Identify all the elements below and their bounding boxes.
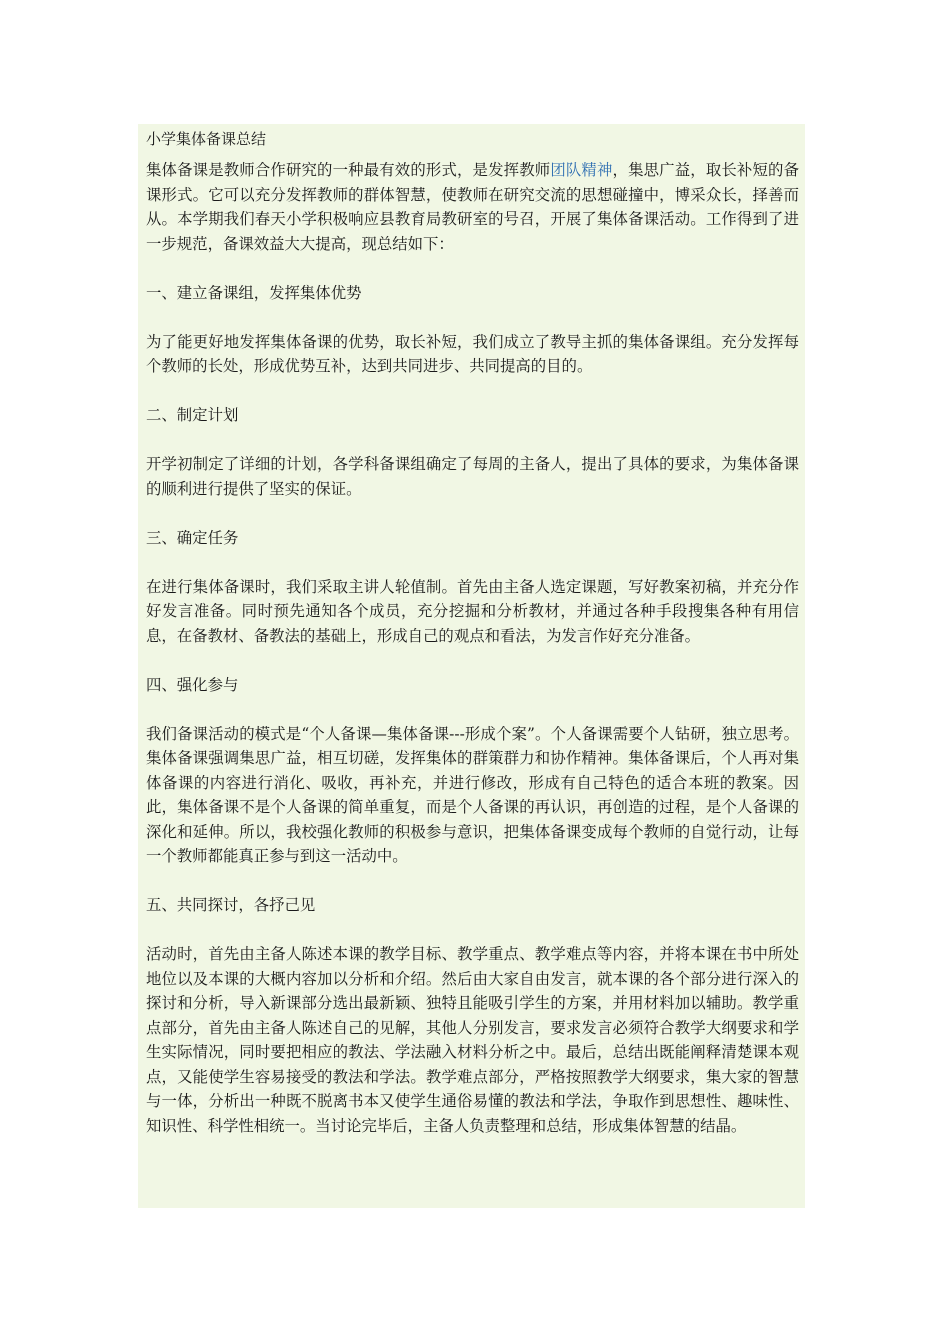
section-body-3: 在进行集体备课时，我们采取主讲人轮值制。首先由主备人选定课题，写好教案初稿，并充分作好发言准备。同时预先通知各个成员，充分挖掘和分析教材，并通过各种手段搜集各种有用信息，在备教材、备教法的基础上，形成自己的观点和看法，为发言作好充分准备。 bbox=[146, 577, 799, 645]
spacer bbox=[146, 305, 799, 330]
spacer bbox=[146, 648, 799, 673]
section-body-2: 开学初制定了详细的计划，各学科备课组确定了每周的主备人，提出了具体的要求，为集体备课的顺利进行提供了坚实的保证。 bbox=[146, 455, 799, 498]
section-body-1: 为了能更好地发挥集体备课的优势，取长补短，我们成立了教导主抓的集体备课组。充分发挥每个教师的长处，形成优势互补，达到共同进步、共同提高的目的。 bbox=[146, 332, 799, 375]
section-heading-1: 一、建立备课组，发挥集体优势 bbox=[146, 283, 362, 302]
document-title: 小学集体备课总结 bbox=[146, 130, 267, 148]
spacer bbox=[146, 918, 799, 943]
spacer bbox=[146, 501, 799, 526]
spacer bbox=[146, 550, 799, 575]
team-spirit-link[interactable]: 团队精神 bbox=[550, 161, 613, 179]
section-heading-5: 五、共同探讨，各抒己见 bbox=[146, 896, 316, 914]
spacer bbox=[146, 428, 799, 453]
intro-text-after-link: ，集思广益，取长补短的备课形式。它可以充分发挥教师的群体智慧，使教师在研究交流的思想碰撞中，博采众长，择善而从。本学期我们春天小学积极响应县教育局教研室的号召，开展了集体备课活动。工作得到了进一步规范，备课效益大大提高，现总结如下： bbox=[146, 161, 799, 253]
document-content bbox=[138, 124, 805, 1208]
section-body-4: 我们备课活动的模式是“个人备课—集体备课---形成个案”。个人备课需要个人钻研，独立思考。集体备课强调集思广益，相互切磋，发挥集体的群策群力和协作精神。集体备课后，个人再对集体备课的内容进行消化、吸收，再补充，并进行修改，形成有自己特色的适合本班的教案。因此，集体备课不是个人备课的简单重复，而是个人备课的再认识，再创造的过程，是个人备课的深化和延伸。所以，我校强化教师的积极参与意识，把集体备课变成每个教师的自觉行动，让每一个教师都能真正参与到这一活动中。 bbox=[146, 724, 799, 865]
section-body-5: 活动时，首先由主备人陈述本课的教学目标、教学重点、教学难点等内容，并将本课在书中所处地位以及本课的大概内容加以分析和介绍。然后由大家自由发言，就本课的各个部分进行深入的探讨和分析，导入新课部分选出最新颖、独特且能吸引学生的方案，并用材料加以辅助。教学重点部分，首先由主备人陈述自己的见解，其他人分别发言，要求发言必须符合教学大纲要求和学生实际情况，同时要把相应的教法、学法融入材料分析之中。最后，总结出既能阐释清楚课本观点，又能使学生容易接受的教法和学法。教学难点部分，严格按照教学大纲要求，集大家的智慧与一体，分析出一种既不脱离书本又使学生通俗易懂的教法和学法，争取作到思想性、趣味性、知识性、科学性相统一。当讨论完毕后，主备人负责整理和总结，形成集体智慧的结晶。 bbox=[146, 945, 799, 1135]
spacer bbox=[146, 379, 799, 404]
section-heading-4: 四、强化参与 bbox=[146, 675, 239, 694]
intro-paragraph bbox=[146, 158, 799, 256]
spacer bbox=[146, 256, 799, 281]
section-heading-3: 三、确定任务 bbox=[146, 528, 239, 547]
spacer bbox=[146, 697, 799, 722]
intro-text-before-link: 集体备课是教师合作研究的一种最有效的形式，是发挥教师 bbox=[146, 161, 551, 179]
spacer bbox=[146, 869, 799, 894]
section-heading-2: 二、制定计划 bbox=[146, 406, 239, 424]
